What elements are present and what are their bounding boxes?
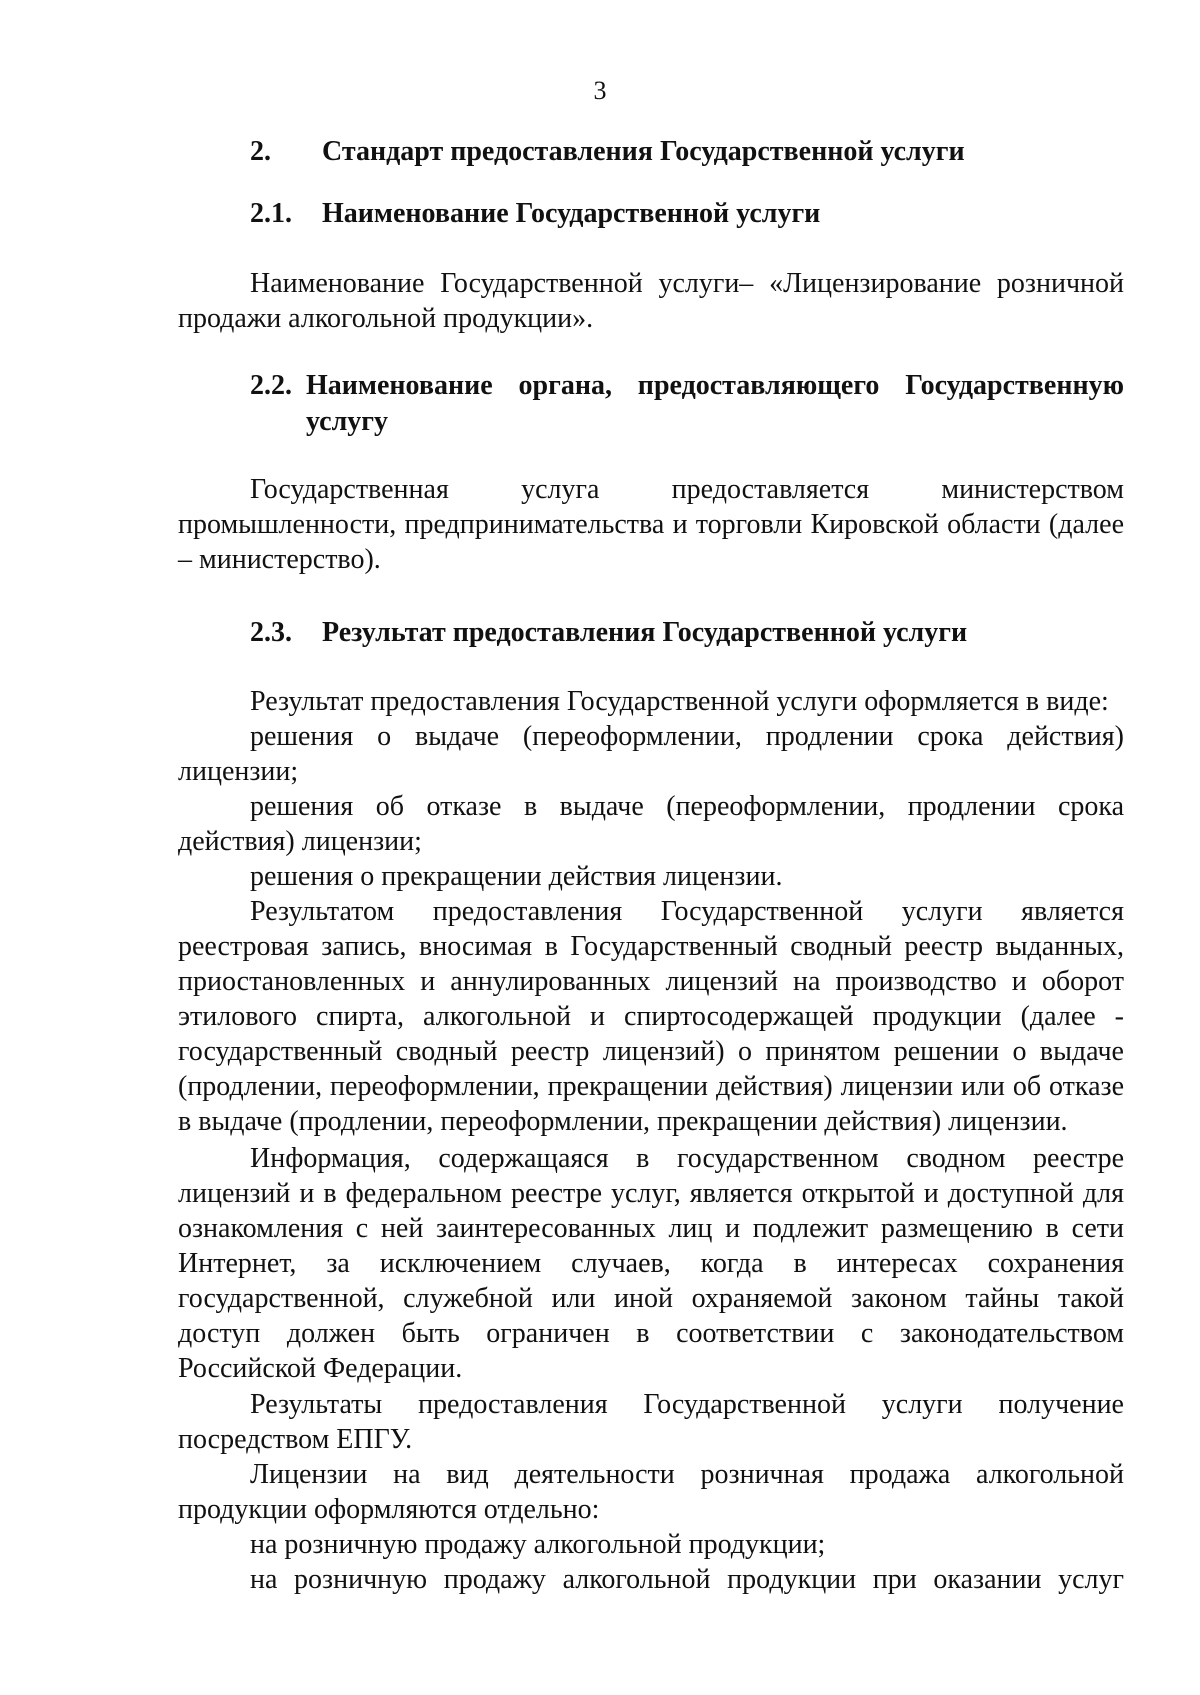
section-number: 2.3. [250, 617, 292, 648]
paragraph: Наименование Государственной услуги– «Лицензирование розничной продажи алкогольной продукции». [178, 268, 1124, 334]
paragraph: Результаты предоставления Государственной услуги получение посредством ЕПГУ. [178, 1389, 1124, 1455]
section-number: 2.1. [250, 198, 292, 229]
section-title: Стандарт предоставления Государственной услуги [322, 136, 965, 167]
section-title: Результат предоставления Государственной услуги [322, 617, 968, 648]
section-title: Наименование Государственной услуги [322, 198, 821, 229]
section-number: 2. [250, 136, 271, 167]
page-number: 3 [593, 76, 607, 105]
paragraph: Информация, содержащаяся в государственном сводном реестре лицензий и в федеральном реестре услуг, является открытой и доступной для ознакомления с ней заинтересованных лиц и подлежит размещению в сети Интернет, за исключением случаев, когда в интересах сохранения государственной, служебной или иной охраняемой законом тайны такой доступ должен быть ограничен в соответствии с законодательством Российской Федерации. [178, 1143, 1124, 1384]
paragraph: на розничную продажу алкогольной продукции при оказании услуг [250, 1564, 1124, 1595]
paragraph: Государственная услуга предоставляется министерством промышленности, предпринимательства и торговли Кировской области (далее – министерство). [178, 474, 1124, 575]
paragraph: решения об отказе в выдаче (переоформлении, продлении срока действия) лицензии; [178, 791, 1124, 857]
paragraph: на розничную продажу алкогольной продукции; [250, 1529, 826, 1560]
paragraph: решения о прекращении действия лицензии. [250, 861, 783, 892]
paragraph: Результатом предоставления Государственной услуги является реестровая запись, вносимая в Государственный сводный реестр выданных, приостановленных и аннулированных лицензий на производство и оборот этилового спирта, алкогольной и спиртосодержащей продукции (далее - государственный сводный реестр лицензий) о принятом решении о выдаче (продлении, переоформлении, прекращении действия) лицензии или об отказе в выдаче (продлении, переоформлении, прекращении действия) лицензии. [178, 896, 1124, 1137]
paragraph: Лицензии на вид деятельности розничная продажа алкогольной продукции оформляются отдельно: [178, 1459, 1124, 1525]
paragraph: Результат предоставления Государственной услуги оформляется в виде: [250, 686, 1109, 717]
paragraph: решения о выдаче (переоформлении, продлении срока действия) лицензии; [178, 721, 1124, 787]
section-title: Наименование органа, предоставляющего Государственную услугу [306, 370, 1124, 437]
section-number: 2.2. [250, 370, 292, 401]
